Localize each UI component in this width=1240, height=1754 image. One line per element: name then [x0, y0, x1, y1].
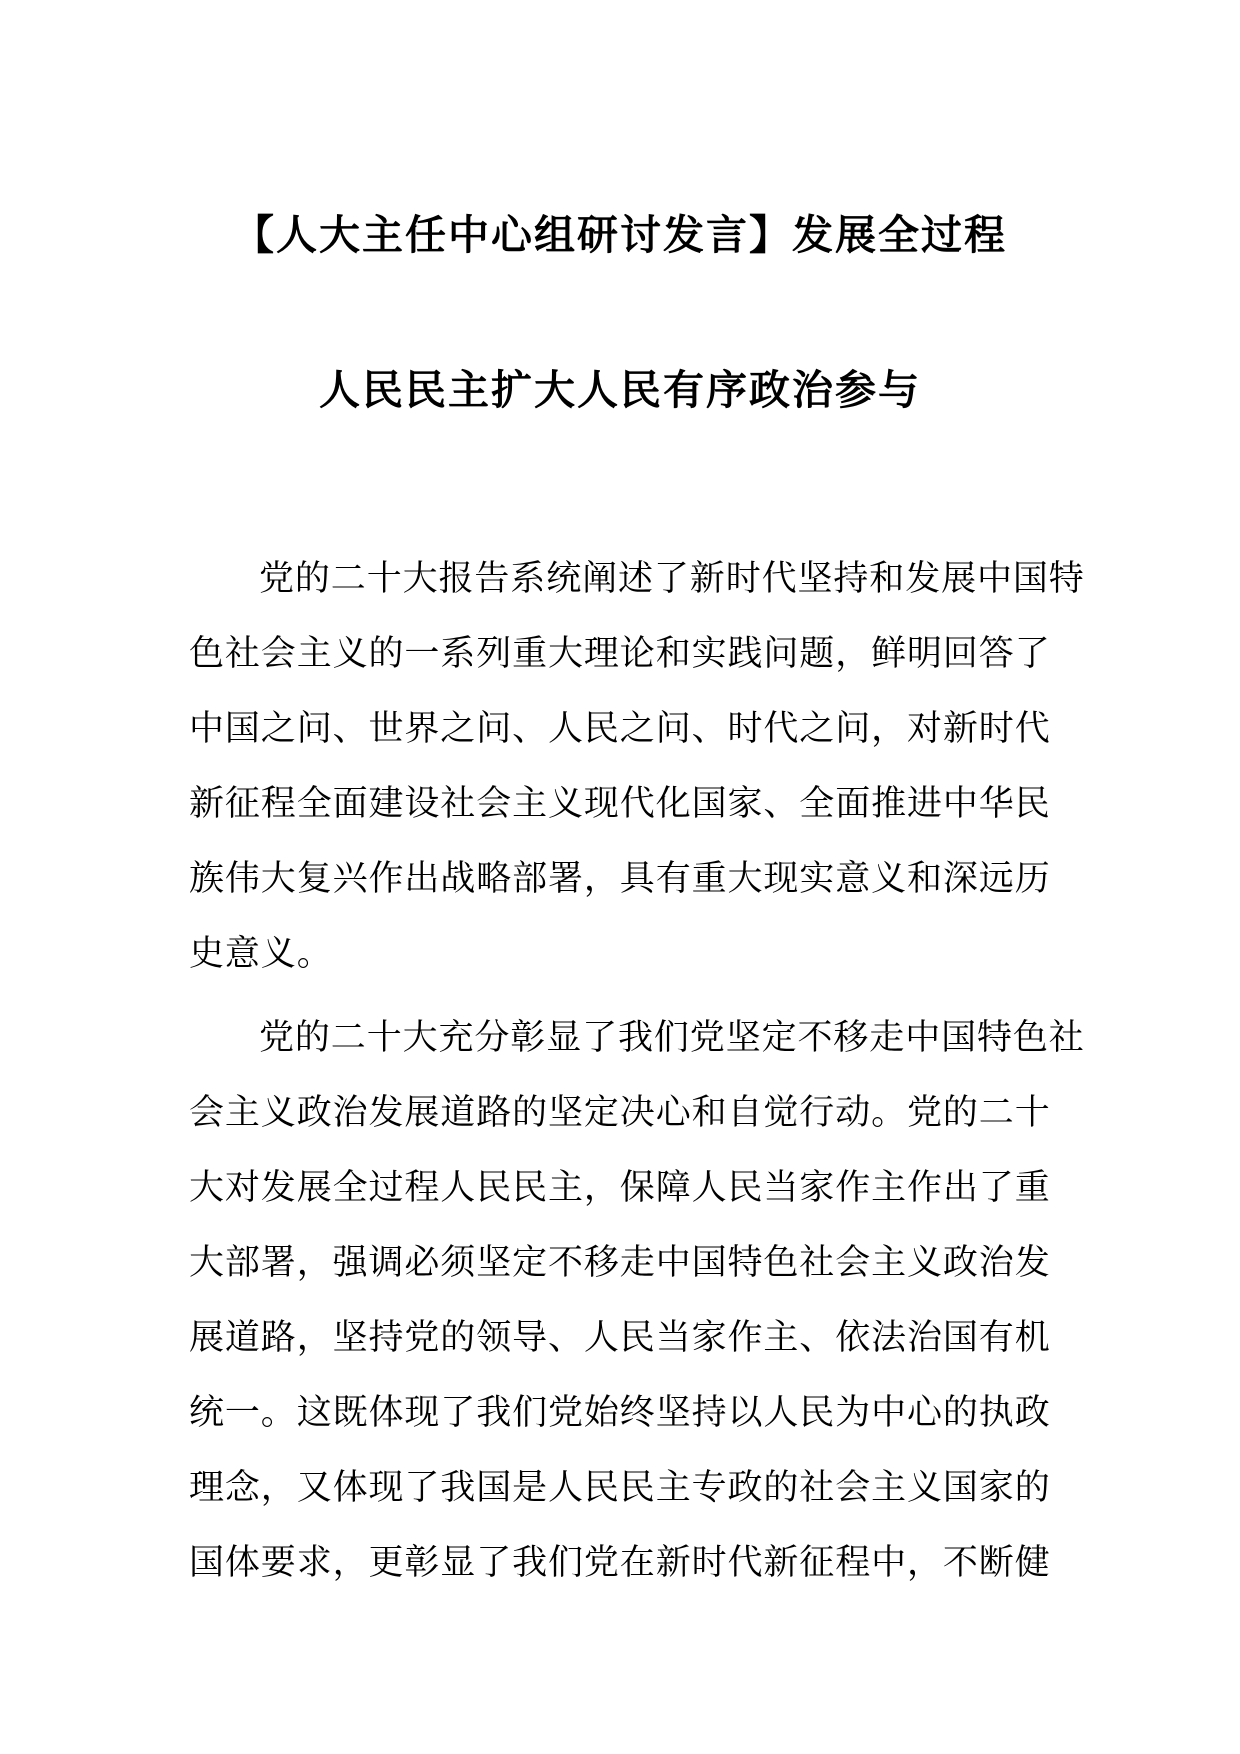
text-line: 族伟大复兴作出战略部署，具有重大现实意义和深远历 — [189, 859, 1051, 899]
text-line: 大对发展全过程人民民主，保障人民当家作主作出了重 — [189, 1168, 1051, 1208]
document-title-line-2: 人民民主扩大人民有序政治参与 — [319, 366, 921, 414]
text-line: 统一。这既体现了我们党始终坚持以人民为中心的执政 — [189, 1393, 1051, 1433]
text-line: 党的二十大报告系统阐述了新时代坚持和发展中国特 — [259, 559, 1085, 599]
text-line: 国体要求，更彰显了我们党在新时代新征程中，不断健 — [189, 1543, 1051, 1583]
document-title-line-1: 【人大主任中心组研讨发言】发展全过程 — [233, 211, 1007, 259]
text-line: 党的二十大充分彰显了我们党坚定不移走中国特色社 — [259, 1018, 1085, 1058]
text-line: 大部署，强调必须坚定不移走中国特色社会主义政治发 — [189, 1243, 1051, 1283]
text-line: 会主义政治发展道路的坚定决心和自觉行动。党的二十 — [189, 1093, 1051, 1133]
text-line: 展道路，坚持党的领导、人民当家作主、依法治国有机 — [189, 1318, 1051, 1358]
document-body — [189, 542, 1085, 1610]
text-line: 中国之问、世界之问、人民之问、时代之问，对新时代 — [189, 709, 1051, 749]
paragraph-2 — [189, 1001, 1085, 1601]
text-line: 史意义。 — [189, 934, 333, 974]
text-line: 理念，又体现了我国是人民民主专政的社会主义国家的 — [189, 1468, 1051, 1508]
text-line: 色社会主义的一系列重大理论和实践问题，鲜明回答了 — [189, 634, 1051, 674]
paragraph-1 — [189, 542, 1085, 992]
text-line: 新征程全面建设社会主义现代化国家、全面推进中华民 — [189, 784, 1051, 824]
